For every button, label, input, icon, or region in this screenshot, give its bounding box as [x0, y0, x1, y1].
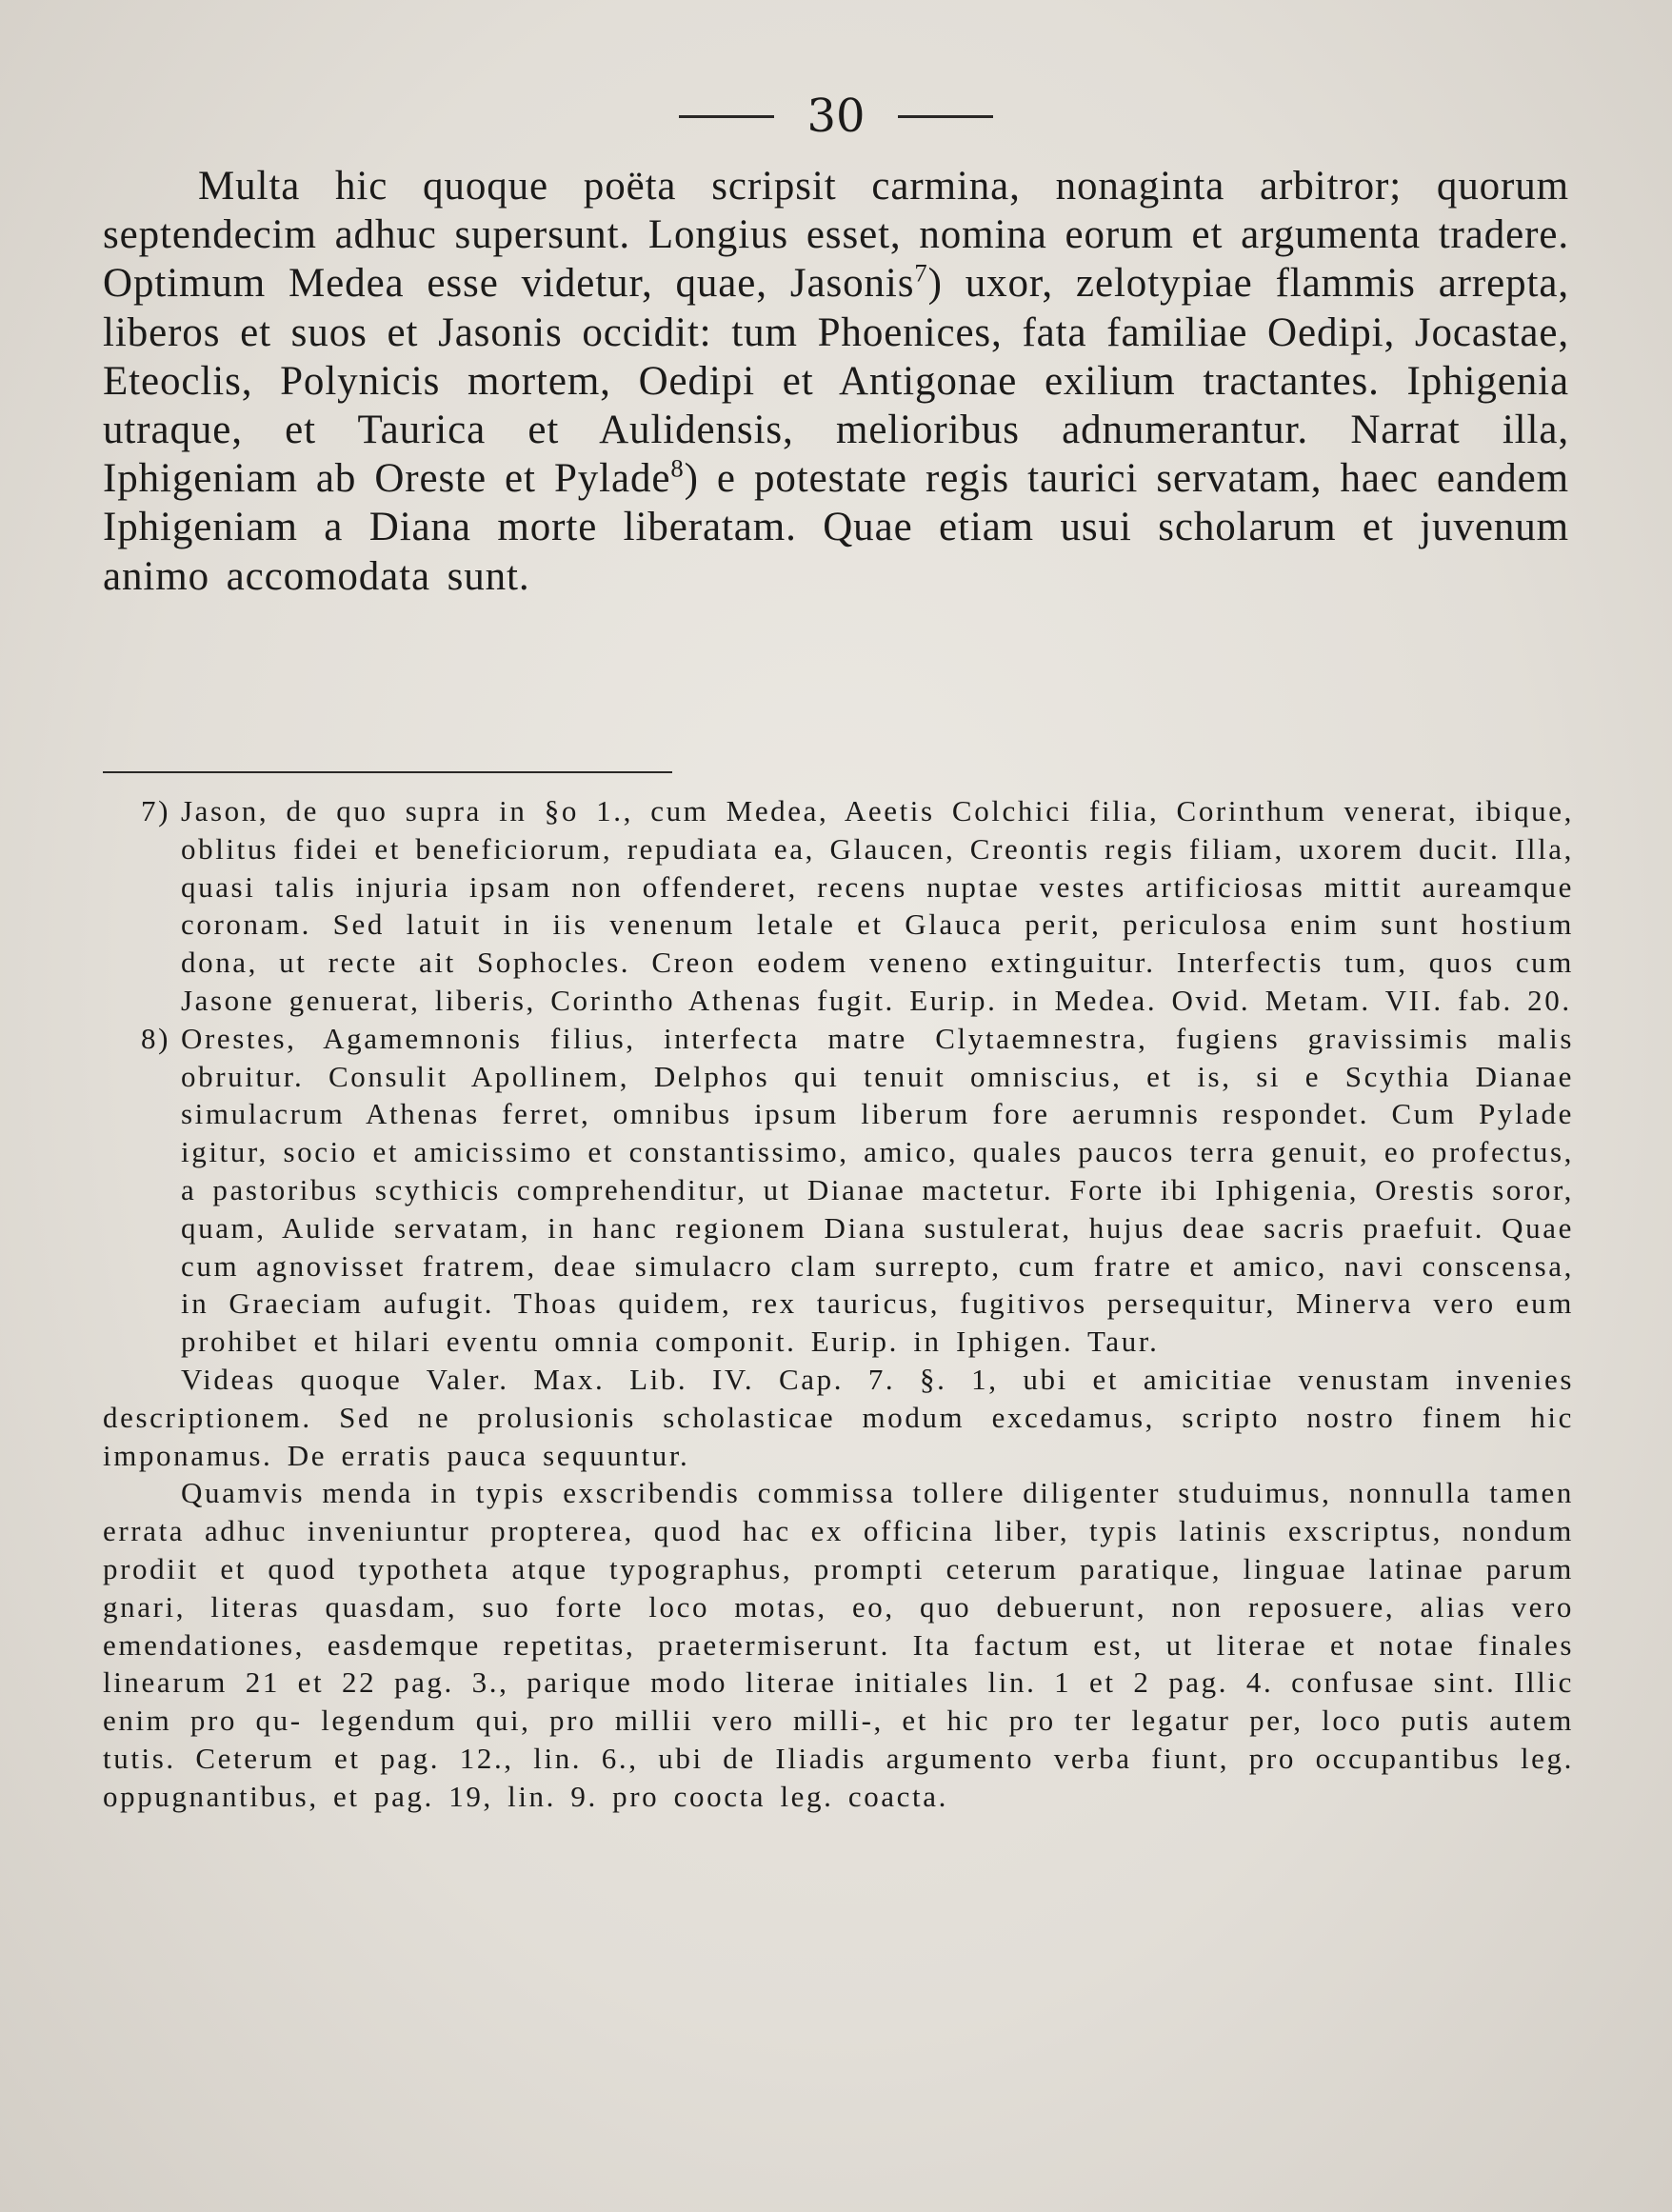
footnote-text: Jason, de quo supra in §o 1., cum Medea, Aeetis Colchici filia, Corinthum venerat, ibique, oblitus fidei et beneficiorum, repudiata ea, Glaucen, Creontis regis filiam, uxorem ducit. Illa, quasi talis injuria ipsam non offenderet, recens nuptae vestes artificiosas mittit aureamque coronam. Sed latuit in iis venenum letale et Glauca perit, periculosa enim sunt hostium dona, ut recte ait Sophocles. Creon eodem veneno extinguitur. Interfectis tum, quos cum Jasone genuerat, liberis, Corintho Athenas fugit. Eurip. in Medea. Ovid. Metam. VII. fab. 20.: [181, 794, 1574, 1017]
footnote-ref-8[interactable]: 8: [670, 453, 685, 483]
footnote: [103, 1020, 1574, 1361]
main-paragraph-start: Multa hic quoque poëta scripsit carmina, nonaginta arbitror; quorum septendecim adhuc supersunt. Longius esset, nomina eorum et argumenta tradere. Optimum Medea esse videtur, quae, Jasonis: [103, 164, 1569, 307]
main-paragraph-middle: ) uxor, zelotypiae flammis arrepta, liberos et suos et Jasonis occidit: tum Phoenices, fata familiae Oedipi, Jocastae, Eteoclis, Polynicis mortem, Oedipi et Antigonae exilium tractantes. Iphigenia utraque, et Taurica et Aulidensis, melioribus adnumerantur. Narrat illa, Iphigeniam ab Oreste et Pylade: [103, 261, 1569, 502]
page-number: 30: [806, 90, 866, 143]
notes-block: [103, 792, 1574, 1816]
page-header: [0, 88, 1672, 145]
footnote: [103, 792, 1574, 1020]
footnote-mark: 8): [141, 1021, 171, 1055]
footnote-ref-7[interactable]: 7: [914, 259, 928, 289]
continuation-paragraph: Videas quoque Valer. Max. Lib. IV. Cap. 7. §. 1, ubi et amicitiae venustam invenies descriptionem. Sed ne prolusionis scholasticae modum excedamus, scripto nostro finem hic imponamus. De erratis pauca sequuntur.: [103, 1362, 1574, 1472]
main-paragraph-end: ) e potestate regis taurici servatam, haec eandem Iphigeniam a Diana morte liberatam. Quae etiam usui scholarum et juvenum animo accomodata sunt.: [103, 456, 1569, 599]
main-paragraph: [103, 162, 1569, 601]
header-rule-right: [898, 115, 993, 118]
errata-paragraph: Quamvis menda in typis exscribendis commissa tollere diligenter studuimus, nonnulla tamen errata adhuc inveniuntur propterea, quod hac ex officina liber, typis latinis exscriptus, nondum prodiit et quod typotheta atque typographus, prompti ceterum paratique, linguae latinae parum gnari, literas quasdam, suo forte loco motas, eo, quo debuerunt, non reposuere, alias vero emendationes, easdemque repetitas, praetermiserunt. Ita factum est, ut literae et notae finales linearum 21 et 22 pag. 3., parique modo literae initiales lin. 1 et 2 pag. 4. confusae sint. Illic enim pro qu- legendum qui, pro millii vero milli-, et hic pro ter legatur per, loco putis autem tutis. Ceterum et pag. 12., lin. 6., ubi de Iliadis argumento verba fiunt, pro occupantibus leg. oppugnantibus, et pag. 19, lin. 9. pro coocta leg. coacta.: [103, 1476, 1574, 1813]
header-rule-left: [679, 115, 774, 118]
footnote-separator: [103, 771, 672, 773]
footnote-text: Orestes, Agamemnonis filius, interfecta matre Clytaemnestra, fugiens gravissimis malis obruitur. Consulit Apollinem, Delphos qui tenuit omniscius, et is, si e Scythia Dianae simulacrum Athenas ferret, omnibus ipsum liberum fore aerumnis respondet. Cum Pylade igitur, socio et amicissimo et constantissimo, amico, quales paucos terra genuit, eo profectus, a pastoribus scythicis comprehenditur, ut Dianae mactetur. Forte ibi Iphigenia, Orestis soror, quam, Aulide servatam, in hanc regionem Diana sustulerat, hujus deae sacris praefuit. Quae cum agnovisset fratrem, deae simulacro clam surrepto, cum fratre et amico, navi conscensa, in Graeciam aufugit. Thoas quidem, rex tauricus, fugitivos persequitur, Minerva vero eum prohibet et hilari eventu omnia componit. Eurip. in Iphigen. Taur.: [181, 1021, 1574, 1359]
footnote-mark: 7): [141, 794, 171, 827]
